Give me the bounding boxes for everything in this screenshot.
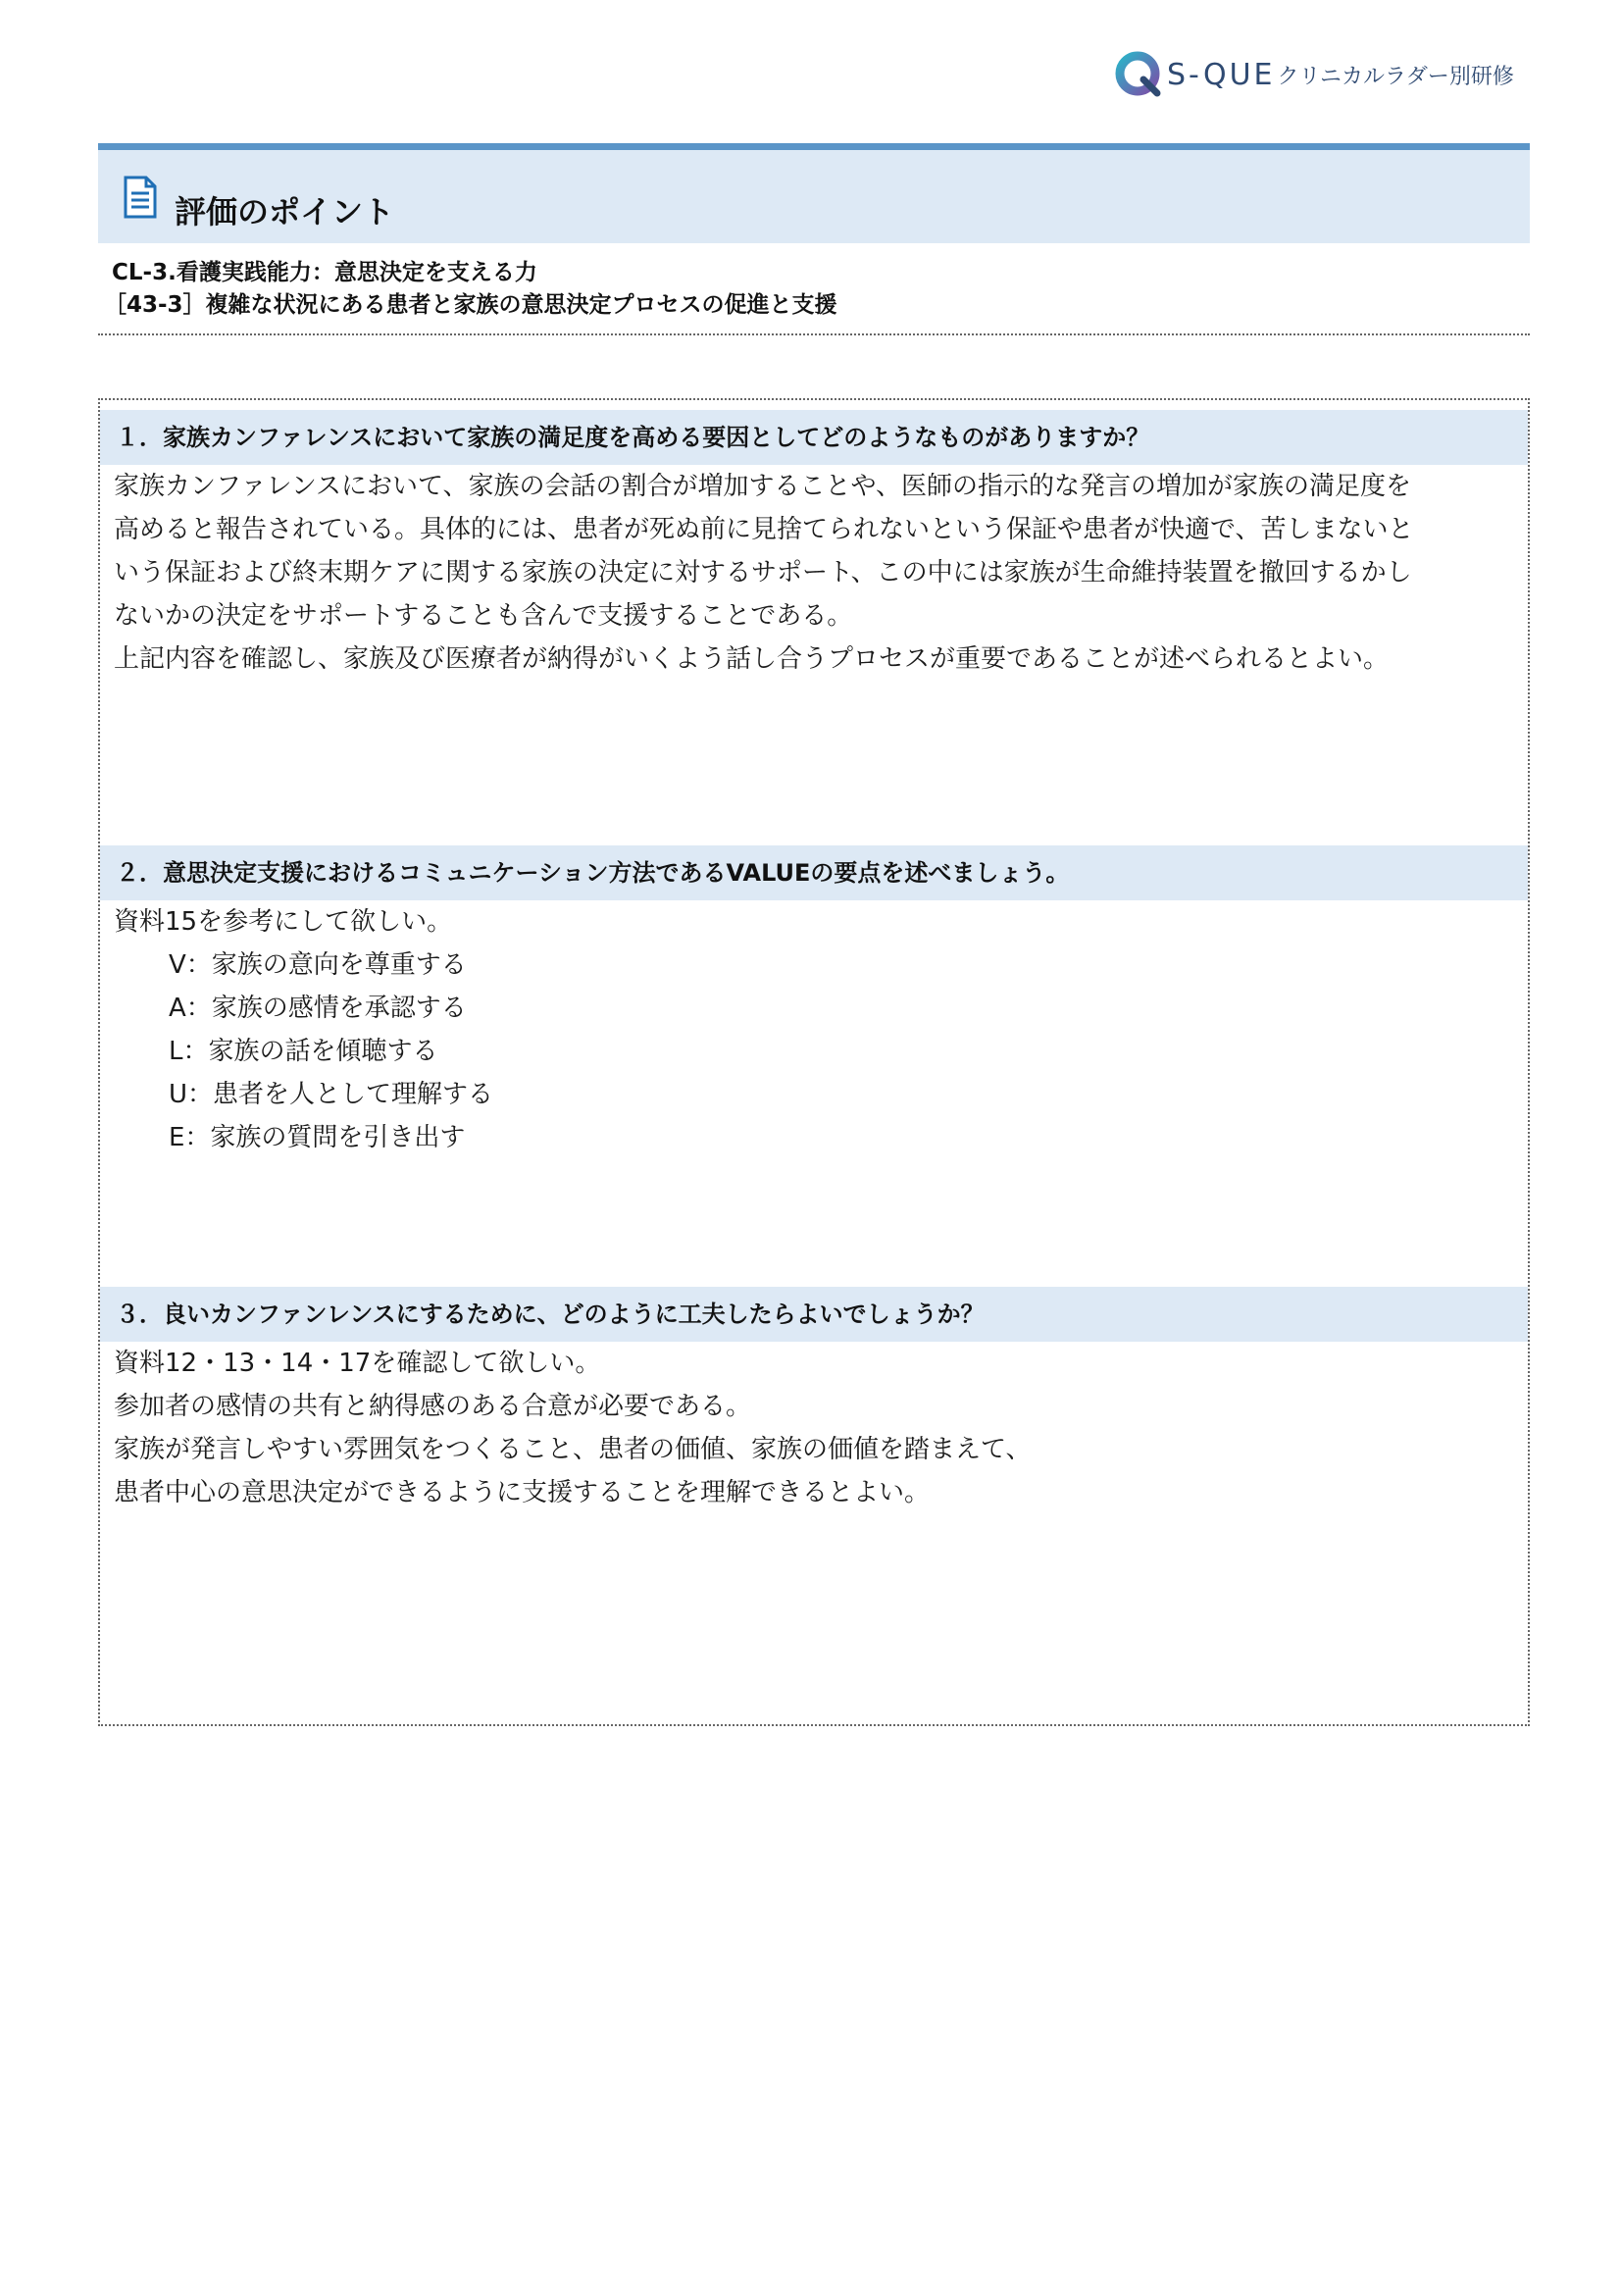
value-item-v: V：家族の意向を尊重する <box>169 950 467 980</box>
s-que-logo-icon <box>1114 50 1163 99</box>
document-icon <box>124 176 157 219</box>
subheading-category: CL-3.看護実践能力：意思決定を支える力 <box>112 260 537 285</box>
answer-intro: 資料15を参考にして欲しい。 <box>114 907 453 937</box>
answer-2 <box>114 900 1516 1159</box>
subheading-topic: ［43-3］複雑な状況にある患者と家族の意思決定プロセスの促進と支援 <box>104 292 837 318</box>
value-item-e: E：家族の質問を引き出す <box>169 1123 466 1152</box>
answer-line: 家族が発言しやすい雰囲気をつくること、患者の価値、家族の価値を踏まえて、 <box>114 1435 1032 1464</box>
question-1-title: １．家族カンファレンスにおいて家族の満足度を高める要因としてどのようなものがありますか？ <box>100 410 1528 465</box>
page-title: 評価のポイント <box>175 193 395 230</box>
value-item-u: U：患者を人として理解する <box>169 1080 494 1109</box>
question-2-title: ２．意思決定支援におけるコミュニケーション方法であるVALUEの要点を述べましょう。 <box>100 845 1528 900</box>
answer-line: 高めると報告されている。具体的には、患者が死ぬ前に見捨てられないという保証や患者が快適で、苦しまないと <box>114 515 1414 544</box>
answer-line: 家族カンファレンスにおいて、家族の会話の割合が増加することや、医師の指示的な発言の増加が家族の満足度を <box>114 472 1412 501</box>
answer-1 <box>114 465 1516 681</box>
answer-line: 上記内容を確認し、家族及び医療者が納得がいくよう話し合うプロセスが重要であることが述べられるとよい。 <box>114 644 1390 674</box>
answer-3 <box>114 1342 1516 1514</box>
subheading <box>104 257 837 322</box>
answer-line: いう保証および終末期ケアに関する家族の決定に対するサポート、この中には家族が生命維持装置を撤回するかし <box>114 558 1412 587</box>
answer-line: 患者中心の意思決定ができるように支援することを理解できるとよい。 <box>114 1478 931 1507</box>
dotted-divider <box>98 333 1530 335</box>
brand-name: S-QUE <box>1167 57 1276 92</box>
answer-line: 参加者の感情の共有と納得感のある合意が必要である。 <box>114 1392 752 1421</box>
value-item-a: A：家族の感情を承認する <box>169 994 467 1023</box>
brand-logo <box>1114 49 1514 100</box>
question-3-title: ３．良いカンファンレンスにするために、どのように工夫したらよいでしょうか？ <box>100 1287 1528 1342</box>
brand-subtitle: クリニカルラダー別研修 <box>1277 64 1514 89</box>
value-item-l: L：家族の話を傾聴する <box>169 1037 438 1066</box>
answer-line: 資料12・13・14・17を確認して欲しい。 <box>114 1349 601 1378</box>
qa-box <box>98 398 1530 1726</box>
section-banner <box>98 143 1530 243</box>
answer-line: ないかの決定をサポートすることも含んで支援することである。 <box>114 601 853 631</box>
